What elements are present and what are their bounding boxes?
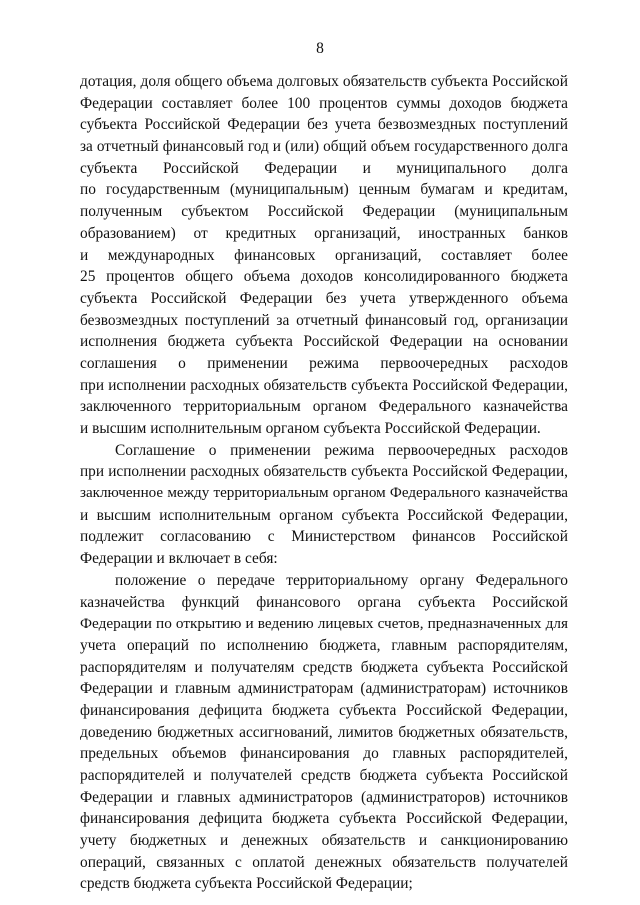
page-number: 8 bbox=[316, 40, 324, 57]
text-line: казначейства функций финансового органа субъекта Российской bbox=[80, 593, 568, 611]
text-line: Федерации и главных администраторов (администраторов) источников bbox=[80, 788, 568, 806]
text-line: Федерации составляет более 100 процентов суммы доходов бюджета bbox=[80, 94, 568, 112]
text-line: предельных объемов финансирования до главных распорядителей, bbox=[80, 745, 568, 763]
text-line: доведению бюджетных ассигнований, лимитов бюджетных обязательств, bbox=[80, 723, 568, 741]
text-line: учета операций по исполнению бюджета, главным распорядителям, bbox=[80, 636, 568, 654]
text-line: соглашения о применении режима первоочередных расходов bbox=[80, 354, 568, 372]
text-line: операций, связанных с оплатой денежных обязательств получателей bbox=[80, 853, 568, 871]
text-line: финансирования дефицита бюджета субъекта Российской Федерации, bbox=[80, 701, 568, 719]
text-line: субъекта Российской Федерации и муниципального долга bbox=[80, 159, 568, 177]
text-line: и международных финансовых организаций, составляет более bbox=[80, 246, 568, 264]
text-line: распорядителям и получателям средств бюджета субъекта Российской bbox=[80, 658, 568, 676]
text-line: положение о передаче территориальному органу Федерального bbox=[115, 571, 568, 589]
text-line: Соглашение о применении режима первоочередных расходов bbox=[115, 441, 568, 459]
text-line: за отчетный финансовый год и (или) общий объем государственного долга bbox=[80, 138, 568, 156]
text-line: безвозмездных поступлений за отчетный финансовый год, организации bbox=[80, 311, 568, 329]
text-line: образованием) от кредитных организаций, иностранных банков bbox=[80, 224, 568, 242]
text-line: Федерации по открытию и ведению лицевых счетов, предназначенных для bbox=[80, 615, 568, 633]
text-line: заключенного территориальным органом Федерального казначейства bbox=[80, 398, 568, 416]
text-line: по государственным (муниципальным) ценным бумагам и кредитам, bbox=[80, 181, 568, 199]
text-line: при исполнении расходных обязательств субъекта Российской Федерации, bbox=[80, 463, 568, 481]
text-line: Федерации и главным администраторам (администраторам) источников bbox=[80, 680, 568, 698]
text-line: и высшим исполнительным органом субъекта Российской Федерации. bbox=[80, 420, 541, 437]
text-line: финансирования дефицита бюджета субъекта Российской Федерации, bbox=[80, 810, 568, 828]
text-line: дотация, доля общего объема долговых обязательств субъекта Российской bbox=[80, 73, 568, 90]
text-line: 25 процентов общего объема доходов консолидированного бюджета bbox=[80, 268, 568, 286]
text-line: исполнения бюджета субъекта Российской Федерации на основании bbox=[80, 333, 568, 351]
text-line: субъекта Российской Федерации без учета утвержденного объема bbox=[80, 289, 568, 307]
text-line: подлежит согласованию с Министерством финансов Российской bbox=[80, 528, 568, 546]
text-line: полученным субъектом Российской Федерации (муниципальным bbox=[80, 203, 568, 221]
text-line: распорядителей и получателей средств бюджета субъекта Российской bbox=[80, 767, 568, 784]
text-line: заключенное между территориальным органом Федерального казначейства bbox=[80, 485, 568, 502]
text-line: при исполнении расходных обязательств субъекта Российской Федерации, bbox=[80, 376, 568, 394]
text-line: учету бюджетных и денежных обязательств и санкционированию bbox=[80, 832, 568, 850]
text-line: Федерации и включает в себя: bbox=[80, 550, 278, 568]
text-line: субъекта Российской Федерации без учета безвозмездных поступлений bbox=[80, 116, 568, 134]
document-body bbox=[80, 71, 568, 895]
text-line: средств бюджета субъекта Российской Федерации; bbox=[80, 875, 413, 893]
text-line: и высшим исполнительным органом субъекта Российской Федерации, bbox=[80, 506, 568, 524]
